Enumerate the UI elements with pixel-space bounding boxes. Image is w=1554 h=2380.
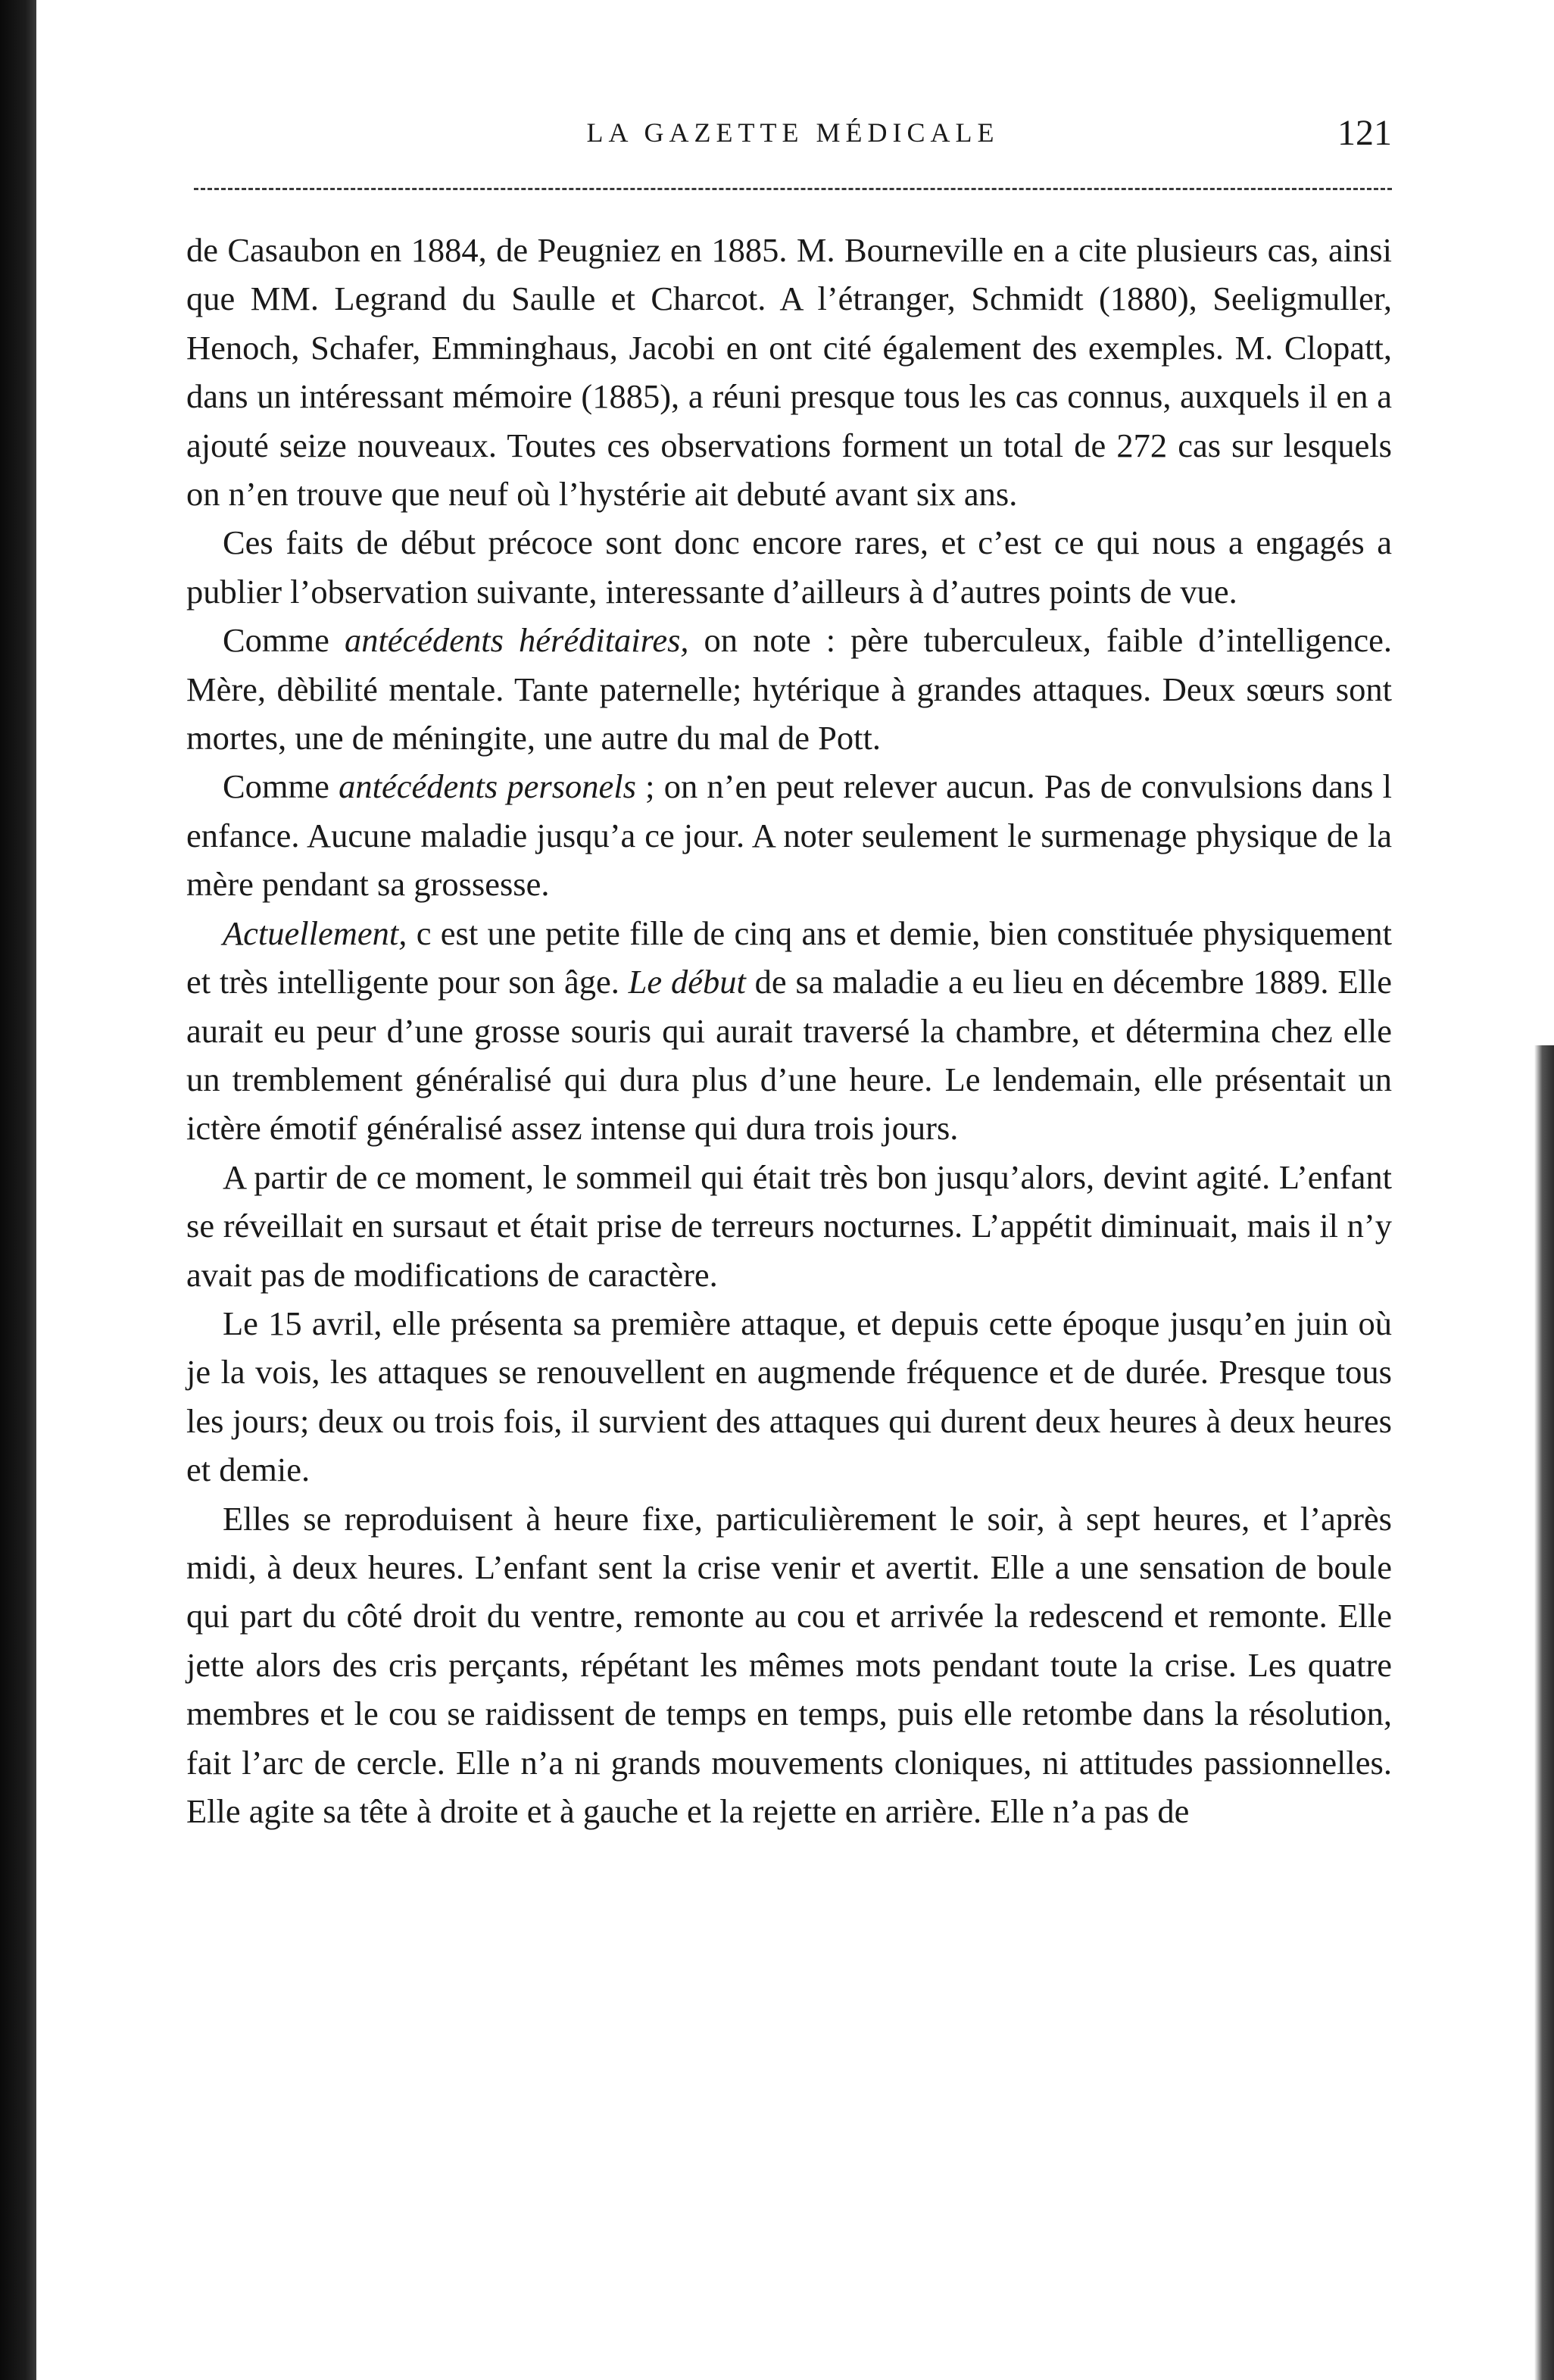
scanned-binding-edge (0, 0, 36, 2380)
paragraph (186, 762, 1392, 908)
paragraph-text: Le 15 avril, elle présenta sa première attaque, et depuis cette époque jusqu’en juin où je la vois, les attaques se renouvellent en augmende fréquence et de durée. Presque tous les jours; deux ou trois fois, il survient des attaques qui durent deux heures à deux heures et demie. (186, 1304, 1392, 1489)
paragraph-text: ; on n’en peut relever aucun. Pas de convulsions dans l enfance. Aucune maladie jusqu’a ce jour. A noter seulement le surmenage physique de la mère pendant sa grossesse. (186, 767, 1392, 904)
paragraph (186, 1495, 1392, 1836)
paragraph (186, 1299, 1392, 1495)
page-number: 121 (1337, 113, 1392, 153)
paragraph (186, 616, 1392, 762)
paragraph-text: c est une petite fille de cinq ans et demie, bien constituée physiquement et très intelligente pour son âge. (186, 914, 1392, 1001)
paragraph (186, 1153, 1392, 1299)
paragraph (186, 909, 1392, 1153)
article-body (186, 226, 1392, 1835)
paragraph-text: de Casaubon en 1884, de Peugniez en 1885. M. Bourneville en a cite plusieurs cas, ainsi que MM. Legrand du Saulle et Charcot. A l’étranger, Schmidt (1880), Seeligmuller, Henoch, Schafer, Emminghaus, Jacobi en ont cité également des exemples. M. Clopatt, dans un intéressant mémoire (1885), a réuni presque tous les cas connus, auxquels il en a ajouté seize nouveaux. Toutes ces observations forment un total de 272 cas sur lesquels on n’en trouve que neuf où l’hystérie ait debuté avant six ans. (186, 231, 1392, 514)
header-rule (194, 188, 1392, 190)
paragraph (186, 518, 1392, 616)
paragraph-text: de sa maladie a eu lieu en décembre 1889. Elle aurait eu peur d’une grosse souris qui aurait traversé la chambre, et détermina chez elle un tremblement généralisé qui dura plus d’une heure. Le lendemain, elle présentait un ictère émotif généralisé assez intense qui dura trois jours. (186, 963, 1392, 1148)
paragraph-text: Elles se reproduisent à heure fixe, particulièrement le soir, à sept heures, et l’après midi, à deux heures. L’enfant sent la crise venir et avertit. Elle a une sensation de boule qui part du côté droit du ventre, remonte au cou et arrivée la redescend et remonte. Elle jette alors des cris perçants, répétant les mêmes mots pendant toute la crise. Les quatre membres et le cou se raidissent de temps en temps, puis elle retombe dans la résolution, fait l’arc de cercle. Elle n’a ni grands mouvements cloniques, ni attitudes passionnelles. Elle agite sa tête à droite et à gauche et la rejette en arrière. Elle n’a pas de (186, 1499, 1392, 1830)
page-header (194, 112, 1392, 173)
italic-term: antécédents héréditaires, (344, 621, 689, 660)
paragraph-text: Ces faits de début précoce sont donc encore rares, et c’est ce qui nous a engagés a publier l’observation suivante, interessante d’ailleurs à d’autres points de vue. (186, 523, 1392, 611)
paragraph-lead: Comme (223, 767, 339, 806)
italic-term: Le début (628, 963, 746, 1001)
paragraph-text: A partir de ce moment, le sommeil qui était très bon jusqu’alors, devint agité. L’enfant se réveillait en sursaut et était prise de terreurs nocturnes. L’appétit diminuait, mais il n’y avait pas de modifications de caractère. (186, 1157, 1392, 1294)
paragraph (186, 226, 1392, 518)
running-title: LA GAZETTE MÉDICALE (586, 117, 1000, 148)
paragraph-text: on note : père tuberculeux, faible d’intelligence. Mère, dèbilité mentale. Tante paternelle; hytérique à grandes attaques. Deux sœurs sont mortes, une de méningite, une autre du mal de Pott. (186, 621, 1392, 757)
paragraph-lead: Comme (223, 621, 345, 660)
scanned-page-edge (1534, 1045, 1554, 2380)
italic-term: Actuellement, (223, 914, 407, 952)
italic-term: antécédents personels (339, 767, 636, 806)
